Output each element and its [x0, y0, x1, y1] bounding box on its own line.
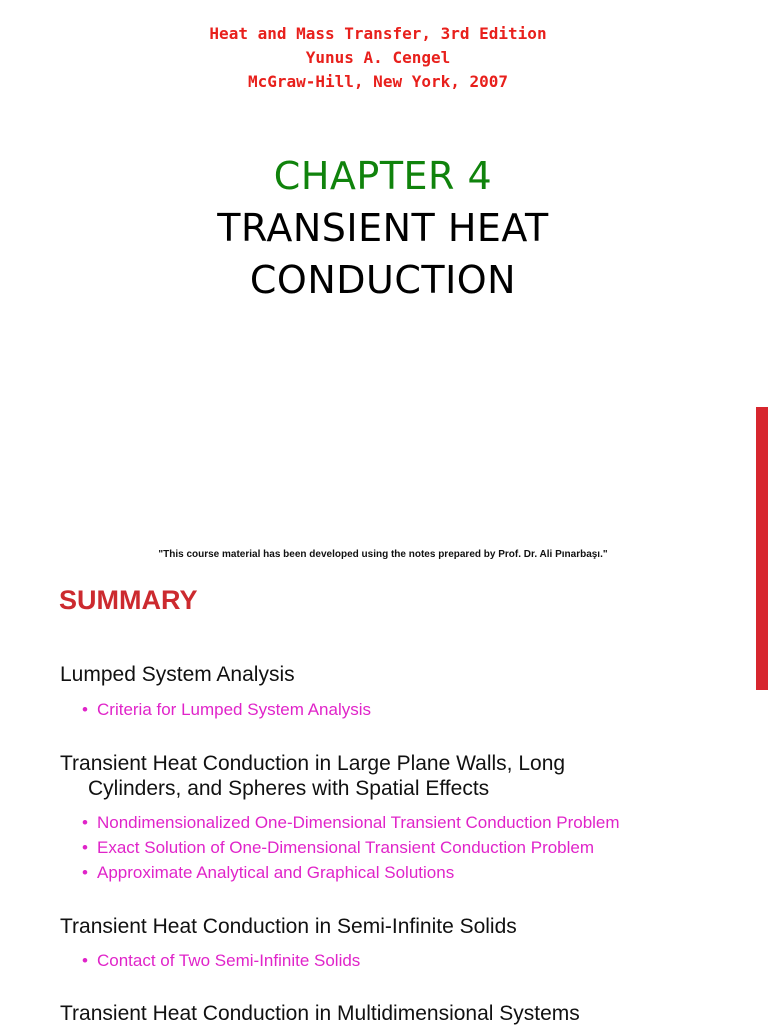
course-credit: "This course material has been developed using the notes prepared by Prof. Dr. Ali Pınarbaşı." [158, 549, 608, 560]
bullet-icon: • [82, 838, 88, 857]
list-item-text: Criteria for Lumped System Analysis [97, 700, 371, 719]
list-item-text: Nondimensionalized One-Dimensional Transient Conduction Problem [97, 813, 620, 832]
bullet-icon: • [82, 863, 88, 882]
bullet-icon: • [82, 700, 88, 719]
list-item [82, 810, 620, 835]
section-title [60, 751, 565, 801]
list-item [82, 860, 454, 885]
chapter-number: CHAPTER 4 [273, 154, 493, 198]
list-item [82, 835, 594, 860]
section-title-text: Transient Heat Conduction in Large Plane Walls, Long [60, 752, 566, 775]
section-title [60, 1001, 580, 1026]
section-title-text: Cylinders, and Spheres with Spatial Effects [88, 777, 490, 800]
list-item [82, 948, 360, 973]
bullet-icon: • [82, 813, 88, 832]
accent-bar [756, 407, 768, 690]
list-item [82, 697, 371, 722]
bullet-icon: • [82, 951, 88, 970]
book-title: Heat and Mass Transfer, 3rd Edition [209, 24, 547, 43]
section-title [60, 914, 517, 939]
chapter-title-line-2: CONDUCTION [249, 258, 517, 302]
chapter-title-line-1: TRANSIENT HEAT [217, 206, 549, 250]
list-item-text: Exact Solution of One-Dimensional Transient Conduction Problem [97, 838, 595, 857]
section-title-text: Transient Heat Conduction in Multidimensional Systems [60, 1002, 580, 1025]
list-item-text: Contact of Two Semi-Infinite Solids [97, 951, 361, 970]
section-title [60, 662, 295, 687]
section-title-text: Lumped System Analysis [60, 663, 295, 686]
book-publisher: McGraw-Hill, New York, 2007 [247, 72, 509, 91]
section-title-text: Transient Heat Conduction in Semi-Infinite Solids [60, 915, 517, 938]
book-author: Yunus A. Cengel [305, 48, 451, 67]
list-item-text: Approximate Analytical and Graphical Solutions [97, 863, 455, 882]
summary-heading: SUMMARY [59, 585, 198, 615]
